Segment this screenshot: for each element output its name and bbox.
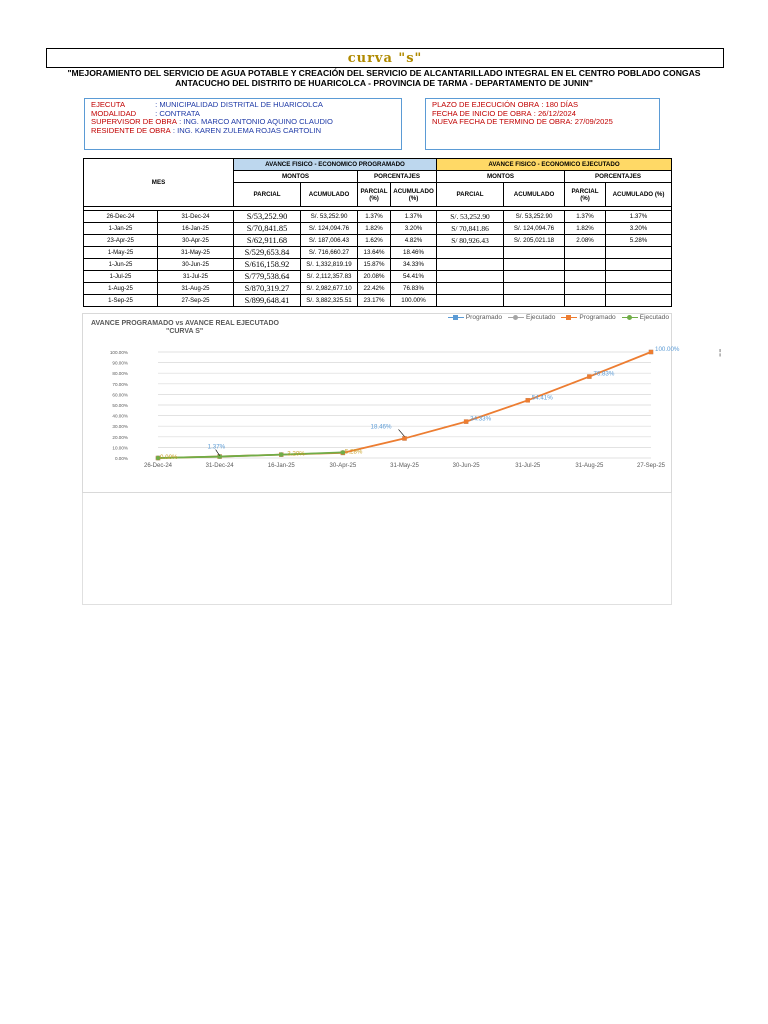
table-cell-e-acum: S/. 205,021.18 <box>504 235 565 247</box>
y-tick-label: 10.00% <box>112 445 128 451</box>
table-row <box>84 247 672 259</box>
info-value: : 26/12/2024 <box>533 108 576 118</box>
table-cell-p-acum: S/. 2,112,357.83 <box>301 271 358 283</box>
table-cell-e-acum-pct: 3.20% <box>606 223 672 235</box>
info-label: EJECUTA <box>91 100 126 109</box>
data-label: 1.37% <box>207 443 226 451</box>
table-cell-e-pct <box>565 283 606 295</box>
y-tick-label: 70.00% <box>112 381 128 387</box>
y-tick-label: 100.00% <box>109 350 128 355</box>
point-programado <box>526 398 530 402</box>
document-title-box <box>46 48 724 68</box>
acumulado-header: ACUMULADO <box>504 183 565 207</box>
y-tick-label: 60.00% <box>112 392 128 398</box>
parcial-header: PARCIAL <box>437 183 504 207</box>
table-cell-e-acum-pct: 1.37% <box>606 211 672 223</box>
table-cell-p-acum: S/. 1,332,819.19 <box>301 259 358 271</box>
y-tick-label: 80.00% <box>112 371 128 377</box>
table-cell-to: 27-Sep-25 <box>158 295 234 307</box>
chart-plot <box>83 314 680 494</box>
legend-item-programado: Programado <box>561 314 615 321</box>
table-cell-from: 1-Jun-25 <box>84 259 158 271</box>
table-cell-p-parcial: S/529,653.84 <box>234 247 301 259</box>
table-cell-e-parcial <box>437 283 504 295</box>
data-label: 5.28% <box>344 448 363 456</box>
y-tick-label: 90.00% <box>112 360 128 366</box>
table-cell-e-pct: 1.37% <box>565 211 606 223</box>
y-tick-label: 30.00% <box>112 424 128 430</box>
table-row <box>84 211 672 223</box>
table-cell-e-parcial: S/. 53,252.90 <box>437 211 504 223</box>
table-cell-e-parcial: S/ 80,926.43 <box>437 235 504 247</box>
info-label: NUEVA FECHA DE TERMINO DE OBRA: <box>432 117 573 127</box>
table-cell-e-acum <box>504 271 565 283</box>
porcentajes-header: PORCENTAJES <box>358 171 437 183</box>
table-cell-to: 16-Jan-25 <box>158 223 234 235</box>
programado-header: AVANCE FISICO - ECONOMICO PROGRAMADO <box>234 159 437 171</box>
info-label: PLAZO DE EJECUCIÓN OBRA <box>432 100 540 109</box>
parcial-header: PARCIAL <box>234 183 301 207</box>
progress-table <box>83 158 672 307</box>
table-cell-p-parcial: S/616,158.92 <box>234 259 301 271</box>
acumulado-pct-header: ACUMULADO (%) <box>391 183 437 207</box>
ejecutado-header: AVANCE FISICO - ECONOMICO EJECUTADO <box>437 159 672 171</box>
info-value: : MUNICIPALIDAD DISTRITAL DE HUARICOLCA <box>155 100 323 109</box>
legend-item-ejecutado: Ejecutado <box>622 314 669 321</box>
table-cell-p-acum: S/. 53,252.90 <box>301 211 358 223</box>
y-tick-label: 20.00% <box>112 434 128 440</box>
table-cell-e-acum <box>504 247 565 259</box>
montos-header: MONTOS <box>234 171 358 183</box>
table-cell-to: 30-Jun-25 <box>158 259 234 271</box>
data-label: 3.20% <box>287 450 305 458</box>
info-label: MODALIDAD <box>91 108 137 118</box>
table-cell-p-pct: 13.64% <box>358 247 391 259</box>
porcentajes-header: PORCENTAJES <box>565 171 672 183</box>
table-cell-p-pct: 22.42% <box>358 283 391 295</box>
table-cell-to: 31-Jul-25 <box>158 271 234 283</box>
x-tick-label: 26-Dec-24 <box>143 463 173 469</box>
table-cell-p-parcial: S/870,319.27 <box>234 283 301 295</box>
point-programado <box>464 419 468 423</box>
x-tick-label: 31-May-25 <box>390 463 419 469</box>
legend-item-programado: Programado <box>448 314 502 321</box>
project-line-2: ANTACUCHO DEL DISTRITO DE HUARICOLCA - PROVINCIA DE TARMA - DEPARTAMENTO DE JUNIN" <box>175 77 593 88</box>
table-cell-e-pct <box>565 247 606 259</box>
table-cell-p-acum-pct: 76.83% <box>391 283 437 295</box>
table-row <box>84 259 672 271</box>
point-programado <box>402 436 406 440</box>
table-cell-to: 31-Dec-24 <box>158 211 234 223</box>
table-cell-from: 1-Jul-25 <box>84 271 158 283</box>
acumulado-header: ACUMULADO <box>301 183 358 207</box>
table-cell-p-pct: 20.08% <box>358 271 391 283</box>
chart-title: AVANCE PROGRAMADO vs AVANCE REAL EJECUTADO <box>91 320 279 327</box>
x-tick-label: 30-Apr-25 <box>329 463 357 469</box>
table-cell-e-acum <box>504 295 565 307</box>
table-cell-p-acum-pct: 1.37% <box>391 211 437 223</box>
table-row <box>84 235 672 247</box>
document-title: curva "s" <box>347 51 423 66</box>
table-cell-e-acum <box>504 283 565 295</box>
data-label: 18.46% <box>370 423 392 431</box>
x-tick-label: 31-Dec-24 <box>205 463 234 469</box>
table-cell-p-parcial: S/779,538.64 <box>234 271 301 283</box>
table-cell-e-acum-pct: 5.28% <box>606 235 672 247</box>
table-cell-e-acum: S/. 124,094.76 <box>504 223 565 235</box>
table-cell-p-acum: S/. 716,660.27 <box>301 247 358 259</box>
table-cell-from: 1-Aug-25 <box>84 283 158 295</box>
y-tick-label: 40.00% <box>112 413 128 419</box>
table-cell-p-acum-pct: 34.33% <box>391 259 437 271</box>
table-cell-e-acum-pct <box>606 283 672 295</box>
table-cell-p-parcial: S/899,648.41 <box>234 295 301 307</box>
x-tick-label: 31-Aug-25 <box>575 463 604 469</box>
info-label: FECHA DE INICIO DE OBRA <box>432 108 532 118</box>
table-cell-from: 23-Apr-25 <box>84 235 158 247</box>
table-cell-e-acum: S/. 53,252.90 <box>504 211 565 223</box>
mes-header: MES <box>84 159 234 207</box>
table-cell-p-pct: 1.62% <box>358 235 391 247</box>
data-label: 76.83% <box>593 370 615 378</box>
curva-s-chart <box>82 313 680 493</box>
table-cell-p-acum-pct: 100.00% <box>391 295 437 307</box>
table-cell-e-parcial <box>437 271 504 283</box>
table-cell-p-parcial: S/70,841.85 <box>234 223 301 235</box>
chart-subtitle: "CURVA S" <box>166 328 204 335</box>
table-cell-p-pct: 23.17% <box>358 295 391 307</box>
table-cell-from: 1-May-25 <box>84 247 158 259</box>
info-value: : ING. KAREN ZULEMA ROJAS CARTOLIN <box>172 125 322 135</box>
montos-header: MONTOS <box>437 171 565 183</box>
y-tick-label: 50.00% <box>112 403 128 408</box>
table-cell-p-acum: S/. 124,094.76 <box>301 223 358 235</box>
table-cell-to: 31-May-25 <box>158 247 234 259</box>
table-cell-p-pct: 1.37% <box>358 211 391 223</box>
info-value: : 180 DÍAS <box>541 100 579 109</box>
table-cell-e-acum-pct <box>606 295 672 307</box>
table-cell-e-pct <box>565 271 606 283</box>
table-cell-e-acum-pct <box>606 271 672 283</box>
y-tick-label: 0.00% <box>114 456 128 461</box>
table-cell-p-acum: S/. 2,982,677.10 <box>301 283 358 295</box>
legend-item-ejecutado: Ejecutado <box>508 314 555 321</box>
table-cell-e-pct <box>565 295 606 307</box>
blank-area <box>82 493 672 605</box>
data-label: 34.33% <box>470 415 492 423</box>
table-cell-e-pct: 1.82% <box>565 223 606 235</box>
table-cell-to: 30-Apr-25 <box>158 235 234 247</box>
table-cell-p-acum: S/. 187,006.43 <box>301 235 358 247</box>
table-cell-e-parcial <box>437 295 504 307</box>
table-cell-from: 1-Sep-25 <box>84 295 158 307</box>
info-value: : CONTRATA <box>155 108 200 118</box>
table-cell-e-pct: 2.08% <box>565 235 606 247</box>
info-label: SUPERVISOR DE OBRA <box>91 117 177 127</box>
point-programado <box>649 350 653 354</box>
table-cell-p-acum-pct: 4.82% <box>391 235 437 247</box>
project-info-right <box>425 98 660 150</box>
x-tick-label: 16-Jan-25 <box>267 463 295 469</box>
data-label: 54.41% <box>531 394 553 402</box>
table-row <box>84 295 672 307</box>
project-info-left <box>84 98 402 150</box>
data-label: 0.00% <box>160 454 178 461</box>
table-cell-p-acum-pct: 54.41% <box>391 271 437 283</box>
table-cell-e-parcial <box>437 247 504 259</box>
table-cell-p-pct: 15.87% <box>358 259 391 271</box>
info-value: 27/09/2025 <box>574 117 613 127</box>
table-cell-p-pct: 1.82% <box>358 223 391 235</box>
x-tick-label: 27-Sep-25 <box>636 463 666 469</box>
table-cell-p-parcial: S/53,252.90 <box>234 211 301 223</box>
info-value: : ING. MARCO ANTONIO AQUINO CLAUDIO <box>179 117 333 127</box>
table-cell-p-acum-pct: 3.20% <box>391 223 437 235</box>
table-cell-e-pct <box>565 259 606 271</box>
data-label: 100.00% <box>655 346 680 353</box>
table-cell-e-acum-pct <box>606 247 672 259</box>
table-cell-e-parcial: S/ 70,841.86 <box>437 223 504 235</box>
table-cell-e-parcial <box>437 259 504 271</box>
table-cell-to: 31-Aug-25 <box>158 283 234 295</box>
leader-line <box>399 429 405 436</box>
point-programado <box>587 374 591 378</box>
table-cell-from: 1-Jan-25 <box>84 223 158 235</box>
table-cell-p-acum: S/. 3,882,325.51 <box>301 295 358 307</box>
point-ejecutado <box>279 452 283 456</box>
table-cell-e-acum-pct <box>606 259 672 271</box>
parcial-pct-header: PARCIAL (%) <box>358 183 391 207</box>
acumulado-pct-header: ACUMULADO (%) <box>606 183 672 207</box>
table-row <box>84 283 672 295</box>
parcial-pct-header: PARCIAL (%) <box>565 183 606 207</box>
series-line-ejecutado <box>158 452 343 458</box>
stray-mark: ¦ <box>719 348 722 357</box>
x-tick-label: 30-Jun-25 <box>452 463 480 469</box>
project-name <box>46 69 722 88</box>
table-cell-from: 26-Dec-24 <box>84 211 158 223</box>
table-cell-p-parcial: S/62,911.68 <box>234 235 301 247</box>
table-cell-e-acum <box>504 259 565 271</box>
table-row <box>84 223 672 235</box>
table-row <box>84 271 672 283</box>
project-line-1: "MEJORAMIENTO DEL SERVICIO DE AGUA POTABLE Y CREACIÓN DEL SERVICIO DE ALCANTARILLADO INTEGRAL EN EL CENTRO POBLADO CONGAS <box>67 68 701 78</box>
info-label: RESIDENTE DE OBRA <box>91 125 171 135</box>
x-tick-label: 31-Jul-25 <box>515 463 541 469</box>
table-cell-p-acum-pct: 18.46% <box>391 247 437 259</box>
